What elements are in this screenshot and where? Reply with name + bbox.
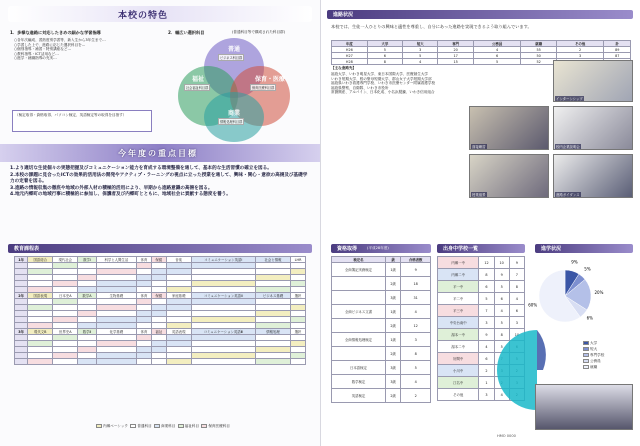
career-header (327, 10, 633, 19)
qual-cell: 8 (401, 347, 431, 361)
feature-point: ○学習した上で、進路に応じた選択科目を… (14, 42, 86, 47)
subject-cell (291, 359, 306, 365)
jhs-cell: 7 (509, 269, 524, 281)
photo-caption: 面接練習 (472, 145, 486, 149)
qual-cell: 全商情報処理検定 (332, 333, 386, 347)
table-row (332, 319, 431, 333)
jhs-cell: 湯本二中 (438, 341, 479, 353)
subject-cell: 数学Ⅰ (78, 257, 96, 263)
qual-cell: 全商ビジネス文書 (332, 305, 386, 319)
subject-cell (15, 359, 28, 365)
qual-subtitle: (平成28年度) (367, 246, 389, 250)
qual-cell: 1級 (385, 333, 400, 347)
qual-title: 資格取得 (337, 246, 358, 252)
qual-cell: 2級 (385, 347, 400, 361)
jhs-cell: 2 (479, 365, 494, 377)
jhs-pie-slice (497, 330, 537, 410)
enroll-title: 進学状況 (541, 246, 562, 252)
qual-cell: 日本語検定 (332, 361, 386, 375)
subject-cell: 世界史A (53, 329, 78, 335)
jhs-cell: 10 (509, 329, 524, 341)
qual-cell: 18 (401, 277, 431, 291)
jhs-cell: 5 (494, 341, 509, 353)
jhs-cell: 3 (479, 317, 494, 329)
career-cell: 5 (403, 53, 438, 59)
photo-caption: 進路ガイダンス (556, 193, 580, 197)
career-cell: 87 (604, 53, 631, 59)
jhs-header (437, 244, 525, 253)
jhs-cell: 5 (479, 293, 494, 305)
subject-cell: 数学Ⅱ (78, 329, 96, 335)
enroll-pct-label: 60% (528, 302, 538, 308)
subject-cell: コミュニケーション英語Ⅱ (191, 293, 255, 299)
career-list-item: 福島県いわき看護専門学校、いわき市医療センター附属看護学校 (331, 81, 436, 86)
table-row (332, 333, 431, 347)
career-list-item: いわき短期大学、桜の聖母短期大学、郡山女子大学短期大学部 (331, 76, 432, 81)
venn-circle-bottom (204, 92, 264, 142)
feature-intro-sub: 2．幅広い選択科目 (168, 30, 205, 35)
jhs-cell: その他 (438, 389, 479, 401)
jhs-cell: 4 (509, 293, 524, 305)
jhs-cell: 江名中 (438, 377, 479, 389)
table-row (332, 347, 431, 361)
venn-sub-bottom: 情報処理科目群 (220, 120, 243, 124)
subject-cell: コミュニケーション英語Ⅲ (191, 329, 255, 335)
subject-cell: 社会と情報 (255, 257, 290, 263)
subject-cell (78, 359, 96, 365)
photo-caption: 校内企業説明会 (556, 145, 580, 149)
subject-cell: 数学A (78, 293, 96, 299)
year-cell: 3年 (15, 329, 28, 335)
subject-cell: 現代社会 (53, 257, 78, 263)
subject-cell (191, 359, 255, 365)
table-row (332, 375, 431, 389)
legend-label: 保育医療科目 (208, 424, 230, 428)
career-title: 進路状況 (333, 12, 354, 18)
jhs-cell: 6 (509, 305, 524, 317)
career-cell: 5 (473, 59, 521, 65)
qual-cell (332, 291, 386, 305)
enroll-pct-label: 5% (584, 266, 591, 272)
legend-chip (583, 365, 589, 369)
table-row (438, 293, 525, 305)
legend-chip-commerce (154, 424, 160, 428)
career-cell: 5 (367, 47, 402, 53)
subject-cell (96, 359, 136, 365)
enroll-pct-label: 9% (571, 259, 578, 265)
enroll-legend-label: 公務員 (590, 359, 601, 363)
jhs-cell: 小川中 (438, 365, 479, 377)
legend-chip-basic (96, 424, 102, 428)
subject-cell: ビジネス基礎 (255, 293, 290, 299)
qual-header-cell: 合格者数 (401, 257, 431, 263)
venn-label-right: 保育・医療 (254, 76, 285, 83)
enroll-header (535, 244, 633, 253)
jhs-cell: 7 (479, 305, 494, 317)
legend-chip (583, 341, 589, 345)
qual-cell: 3 (401, 333, 431, 347)
table-row (438, 257, 525, 269)
subject-cell (255, 359, 290, 365)
table-row (438, 305, 525, 317)
table-row (332, 389, 431, 403)
enroll-legend-label: 大学 (590, 341, 598, 345)
legend-chip (583, 347, 589, 351)
enroll-pct-label: 6% (586, 315, 593, 321)
legend-chip-general (130, 424, 136, 428)
jhs-cell: 3 (479, 389, 494, 401)
year-cell: 1年 (15, 257, 28, 263)
qual-cell: 2級 (385, 277, 400, 291)
qual-cell: 4 (401, 375, 431, 389)
legend-label: 普通科目 (137, 424, 152, 428)
enroll-legend-item (583, 364, 604, 370)
subject-cell: 化学基礎 (96, 329, 136, 335)
venn-sub-right: 保育医療科目群 (252, 86, 275, 90)
jhs-cell: 1 (479, 377, 494, 389)
career-header-cell: 計 (604, 41, 631, 47)
qual-cell: 31 (401, 291, 431, 305)
table-row (332, 361, 431, 375)
subject-cell: 選択 (291, 293, 306, 299)
jhs-cell: 4 (479, 341, 494, 353)
feature-title: 本校の特色 (118, 11, 169, 21)
enroll-legend-label: 就職 (590, 365, 598, 369)
subject-cell (166, 359, 191, 365)
subject-cell: 体育 (137, 257, 152, 263)
table-row (438, 281, 525, 293)
subject-cell: 国語表現 (28, 293, 53, 299)
subject-cell: 現代文B (28, 329, 53, 335)
career-cell: 50 (521, 53, 556, 59)
career-cell: 3 (403, 47, 438, 53)
qual-header-cell: 検定名 (332, 257, 386, 263)
feature-intro: 1．多様な進路に対応したきめの細かな学習指導 (10, 30, 101, 35)
jhs-cell: 4 (494, 305, 509, 317)
career-list-item: 福島大学、いわき明星大学、東日本国際大学、医療創生大学 (331, 72, 429, 76)
venn-label-bottom: 商業 (227, 110, 240, 117)
jhs-cell: 12 (479, 257, 494, 269)
career-cell: 3 (556, 53, 604, 59)
subject-cell: 保健 (151, 293, 166, 299)
subject-cell (137, 359, 152, 365)
jhs-cell: 平三中 (438, 305, 479, 317)
table-row (332, 305, 431, 319)
career-cell: 2 (556, 47, 604, 53)
subject-cell: 選択 (291, 329, 306, 335)
venn-sub-left: 社会福祉科目群 (186, 86, 209, 90)
jhs-cell: 中央台南中 (438, 317, 479, 329)
enroll-legend-label: 短大 (590, 347, 598, 351)
career-cell: 6 (473, 53, 521, 59)
jhs-cell: 5 (494, 317, 509, 329)
career-header-cell: その他 (556, 41, 604, 47)
jhs-cell: 内郷一中 (438, 257, 479, 269)
jhs-cell: 9 (509, 257, 524, 269)
subject-cell (28, 359, 53, 365)
jhs-cell: 好間中 (438, 353, 479, 365)
feature-point: ○各年次編成、習熟度別学習等、新入生から3年生まで… (14, 38, 106, 42)
career-cell: 20 (438, 47, 473, 53)
table-row (438, 317, 525, 329)
subject-cell: 日本史A (53, 293, 78, 299)
career-cell: H27 (332, 53, 368, 59)
jhs-cell: 9 (494, 269, 509, 281)
career-cell: 8 (367, 59, 402, 65)
subject-cell: 音楽 (166, 257, 191, 263)
legend-chip (583, 353, 589, 357)
career-header-cell: 公務員 (473, 41, 521, 47)
career-cell: 52 (521, 59, 556, 65)
photo-students (535, 384, 633, 430)
career-list (331, 72, 471, 95)
jhs-cell: 6 (479, 353, 494, 365)
goal-item: 2.本校の課題に見合ったICTの効果的活用法の開発やアクティブ・ラーニングの視点に立った授業を通して、興味・関心・意欲の高揚及び基礎学力の定着を図る。 (10, 172, 308, 185)
feature-note: （検定取得・資格取得、パソコン検定、英語検定等の取得を目指す） (15, 113, 127, 117)
table-row (332, 263, 431, 277)
career-list-item: 福島県警察、自衛隊、いわき市役所 (331, 85, 389, 90)
jhs-cell: 平一中 (438, 281, 479, 293)
venn-label-left: 福祉 (191, 76, 204, 83)
jhs-cell: 内郷二中 (438, 269, 479, 281)
career-cell: H28 (332, 59, 368, 65)
feature-note-box (12, 110, 152, 132)
jhs-cell: 8 (479, 269, 494, 281)
qual-cell: 5 (401, 361, 431, 375)
year-cell: 2年 (15, 293, 28, 299)
table-row (438, 269, 525, 281)
goal-item: 4.地元内郷町の地域行事に積極的に参加し、保護者及び内郷町とともに、地域社会に貢献する態度を養う。 (10, 192, 231, 198)
career-cell: 17 (438, 53, 473, 59)
subject-cell: 体育 (137, 329, 152, 335)
goal-item: 1.より適切な生徒個々の実態把握及びコミュニケーション能力を育成する環境整備を通して、基本的な生活習慣の確立を図る。 (10, 166, 272, 171)
career-cell: 89 (604, 47, 631, 53)
career-list-title: 【主な進路先】 (331, 66, 357, 70)
venn-label-top: 普通 (227, 46, 240, 53)
enroll-legend-label: 専門学校 (590, 353, 605, 357)
qual-cell: 12 (401, 319, 431, 333)
subject-cell: 国語総合 (28, 257, 53, 263)
career-header-cell: 専門 (438, 41, 473, 47)
feature-intro-sub-note: (普通科目等で構成された科目群) (232, 30, 286, 34)
jhs-cell: 8 (494, 329, 509, 341)
qual-cell: 4 (401, 305, 431, 319)
jhs-cell: 6 (494, 293, 509, 305)
jhs-cell: 10 (494, 257, 509, 269)
jhs-cell: 6 (479, 281, 494, 293)
qual-cell: 9 (401, 263, 431, 277)
curriculum-legend (96, 424, 230, 429)
feature-point: ○進学・就職指導の充実… (14, 56, 57, 61)
subject-cell (151, 359, 166, 365)
curriculum-header (8, 244, 312, 253)
jhs-cell: 5 (494, 281, 509, 293)
career-header-cell: 就職 (521, 41, 556, 47)
goals-list (10, 166, 310, 199)
qual-cell: 3級 (385, 361, 400, 375)
enroll-legend (583, 340, 604, 370)
qual-header-cell: 級 (385, 257, 400, 263)
career-cell: H26 (332, 47, 368, 53)
subject-cell: 生物基礎 (96, 293, 136, 299)
enroll-pct-label: 20% (594, 289, 604, 295)
qual-cell: 数学検定 (332, 375, 386, 389)
qual-table (331, 256, 431, 403)
career-cell: 55 (521, 47, 556, 53)
qual-cell: 3級 (385, 375, 400, 389)
goal-item: 3.進路の情報収集の徹底や地域の外部人材の積極的活用により、早期から進路意識の高揚を図る。 (10, 185, 213, 191)
career-header-cell: 年度 (332, 41, 368, 47)
goals-title: 今年度の重点目標 (118, 149, 198, 158)
qual-cell (332, 319, 386, 333)
career-cell: 15 (438, 59, 473, 65)
jhs-cell: 湯本一中 (438, 329, 479, 341)
qual-cell: 3級 (385, 291, 400, 305)
jhs-title: 出身中学校一覧 (443, 246, 479, 252)
career-header-cell: 大学 (367, 41, 402, 47)
feature-point: ○教科指導・ICT活用など… (14, 51, 59, 56)
right-page (320, 0, 640, 446)
legend-chip-welfare (178, 424, 184, 428)
jhs-cell: 平二中 (438, 293, 479, 305)
subject-cell: 体育 (137, 293, 152, 299)
jhs-cell: 3 (509, 317, 524, 329)
jhs-cell: 8 (509, 281, 524, 293)
career-cell: 4 (403, 59, 438, 65)
legend-label: 商業科目 (160, 424, 176, 428)
photo-caption: インターンシップ (556, 97, 583, 101)
feature-point: ○個別指導・補習・特別講座など… (14, 47, 72, 52)
subject-cell (53, 359, 78, 365)
qual-cell: 2級 (385, 319, 400, 333)
legend-label: 福祉科目 (184, 424, 200, 428)
subject-cell: 保健 (151, 257, 166, 263)
table-row (15, 359, 306, 365)
subject-cell: 英語表現 (166, 329, 191, 335)
curriculum-table (14, 256, 306, 365)
qual-cell (332, 347, 386, 361)
legend-chip (583, 359, 589, 363)
qual-cell: 英語検定 (332, 389, 386, 403)
qual-cell (332, 277, 386, 291)
career-list-item: 常磐興産、アルパイン、日本化成、小名浜製錬、いわき信用組合 (331, 90, 435, 95)
career-cell: 6 (367, 53, 402, 59)
career-text: 本校では、生徒一人ひとりの興味と適性を尊重し、自分にあった進路を実現できるよう取り組んでいます。 (331, 24, 532, 29)
legend-chip-childcare (201, 424, 207, 428)
table-row (332, 291, 431, 305)
legend-label: 内郷ベーシック (103, 424, 129, 428)
subject-cell: 情報処理 (255, 329, 290, 335)
footer-code: HMO 0000 (497, 434, 516, 438)
subject-cell: LHR (291, 257, 306, 263)
jhs-cell: 9 (479, 329, 494, 341)
subject-cell: 福祉 (151, 329, 166, 335)
qual-cell: 1級 (385, 263, 400, 277)
jhs-cell: 4 (494, 389, 509, 401)
venn-sub-top: ビジネス科目群 (220, 56, 243, 60)
table-row (332, 277, 431, 291)
curriculum-title: 教育課程表 (14, 246, 40, 252)
feature-points (14, 38, 154, 61)
qual-cell: 全商簿記実務検定 (332, 263, 386, 277)
subject-cell: 科学と人間生活 (96, 257, 136, 263)
subject-cell: 家庭基礎 (166, 293, 191, 299)
career-cell: 4 (473, 47, 521, 53)
qual-cell: 1級 (385, 305, 400, 319)
qual-cell: 2 (401, 389, 431, 403)
subject-cell: コミュニケーション英語Ⅰ (191, 257, 255, 263)
photo-caption: 授業風景 (472, 193, 486, 197)
career-header-cell: 短大 (403, 41, 438, 47)
qual-cell: 2級 (385, 389, 400, 403)
